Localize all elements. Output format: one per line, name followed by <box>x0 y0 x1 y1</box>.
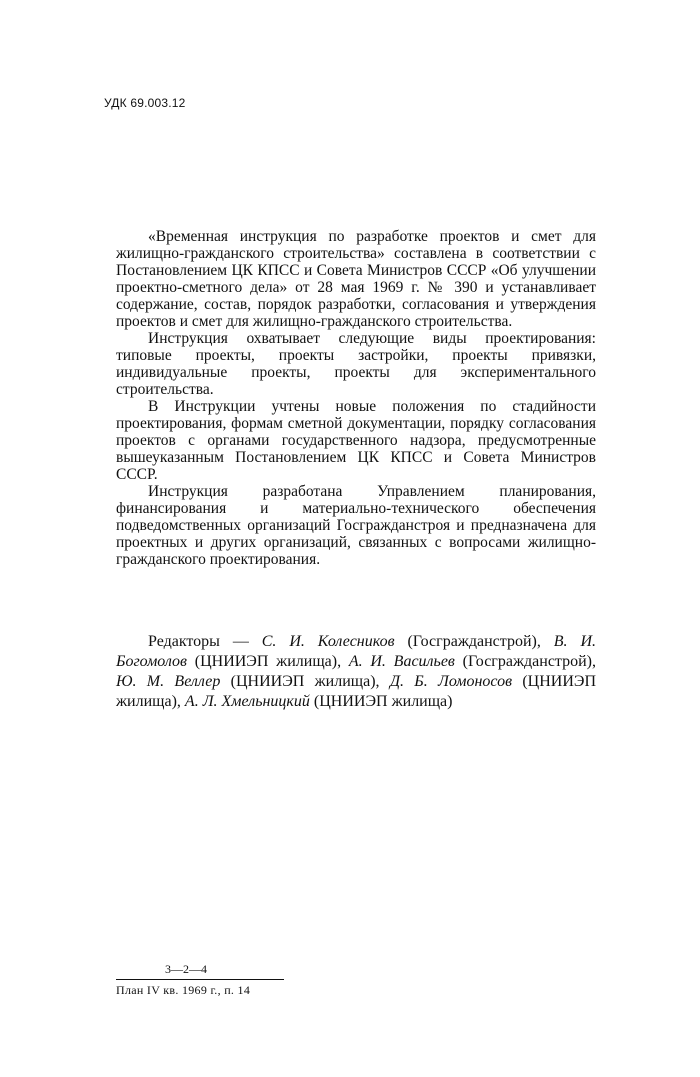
paragraph: Инструкция охватывает следующие виды проектирования: типовые проекты, проекты застройки, проекты привязки, индивидуальные проекты, проекты для экспериментального строительства. <box>116 330 596 398</box>
editor-org: (ЦНИИЭП жилища), <box>116 673 597 710</box>
footer-divider <box>116 979 284 980</box>
editor-name: Д. Б. Ломоносов <box>389 673 513 690</box>
editors-label: Редакторы — <box>148 633 262 650</box>
editor-org: (ЦНИИЭП жилища) <box>309 693 453 710</box>
print-code: 3—2—4 <box>165 962 207 976</box>
editor-org: (ЦНИИЭП жилища), <box>187 653 349 670</box>
editor-org: (ЦНИИЭП жилища), <box>220 673 390 690</box>
paragraph: В Инструкции учтены новые положения по стадийности проектирования, формам сметной документации, порядку согласования проектов с органами государственного надзора, предусмотренные вышеуказанным Постановлением ЦК КПСС и Совета Министров СССР. <box>116 398 596 483</box>
editor-name: Ю. М. Веллер <box>116 673 221 690</box>
publication-plan: План IV кв. 1969 г., п. 14 <box>116 983 251 997</box>
editor-org: (Госгражданстрой), <box>394 633 554 650</box>
paragraph: «Временная инструкция по разработке проектов и смет для жилищно-гражданского строительства» составлена в соответствии с Постановлением ЦК КПСС и Совета Министров СССР «Об улучшении проектно-сметного дела» от 28 мая 1969 г. № 390 и устанавливает содержание, состав, порядок разработки, согласования и утверждения проектов и смет для жилищно-гражданского строительства. <box>116 228 596 330</box>
annotation-text <box>116 228 596 568</box>
publication-footer <box>116 962 284 998</box>
editor-name: А. И. Васильев <box>348 653 455 670</box>
editor-name: В. И. Богомолов <box>116 633 597 670</box>
paragraph: Инструкция разработана Управлением планирования, финансирования и материально-технического обеспечения подведомственных организаций Госгражданстроя и предназначена для проектных и других организаций, связанных с вопросами жилищно-гражданского проектирования. <box>116 483 596 568</box>
udk-code: УДК 69.003.12 <box>104 96 186 110</box>
editor-name: А. Л. Хмельницкий <box>184 693 310 710</box>
editors-credits <box>116 632 596 712</box>
editor-name: С. И. Колесников <box>261 633 395 650</box>
editor-org: (Госгражданстрой), <box>454 653 597 670</box>
